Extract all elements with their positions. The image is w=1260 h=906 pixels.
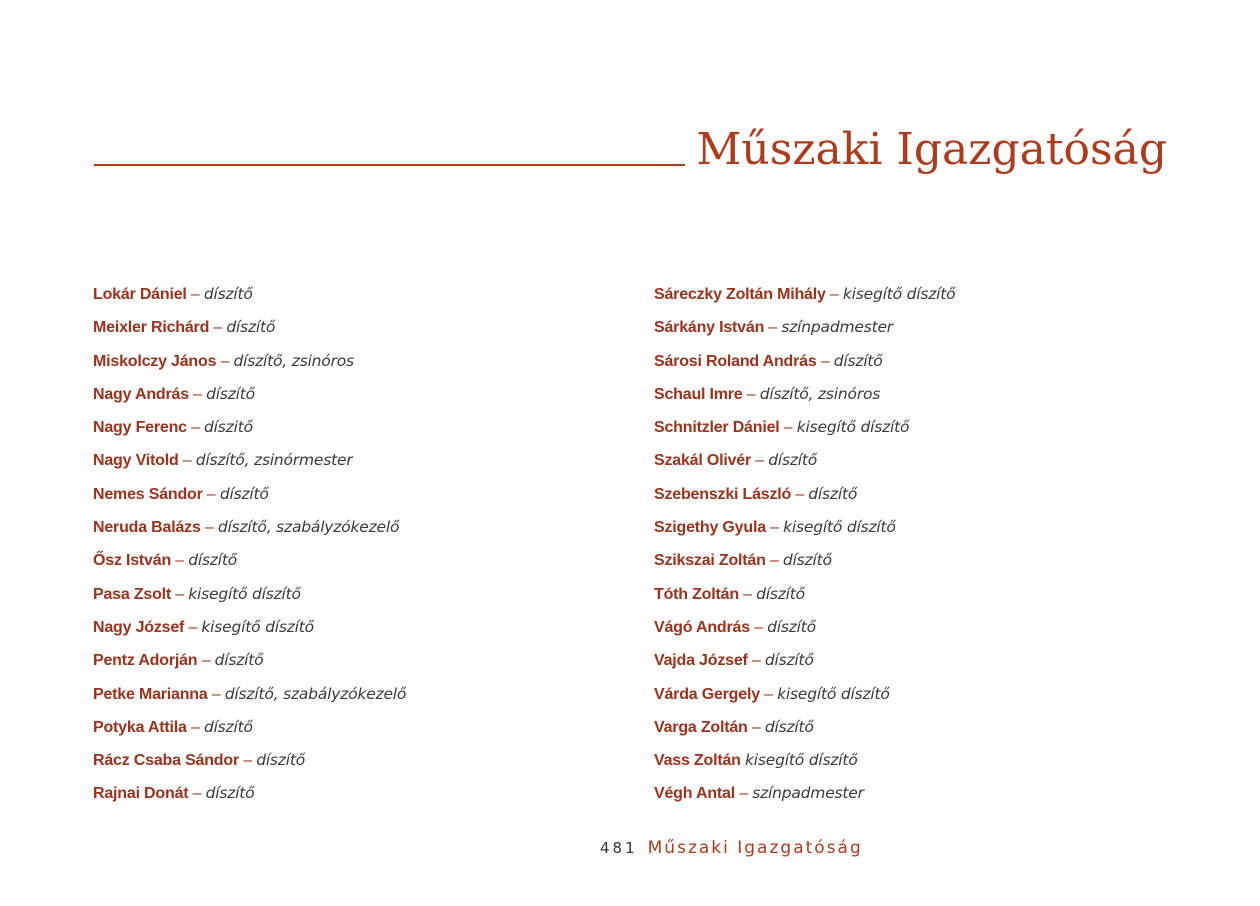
separator: – xyxy=(213,319,223,337)
separator: – xyxy=(795,485,805,503)
list-item xyxy=(93,380,406,413)
staff-role: kisegítő díszítő xyxy=(744,751,858,770)
separator: – xyxy=(755,452,764,470)
staff-name: Sárosi Roland András xyxy=(654,352,817,370)
page-footer xyxy=(600,836,863,860)
staff-role: díszítő xyxy=(256,751,306,770)
staff-name: Sáreczky Zoltán Mihály xyxy=(654,286,826,303)
staff-name: Rácz Csaba Sándor xyxy=(93,752,239,770)
separator: – xyxy=(175,552,184,570)
staff-role: díszítő xyxy=(203,285,253,303)
separator: – xyxy=(739,785,748,803)
separator: – xyxy=(769,552,779,570)
separator: – xyxy=(192,785,202,803)
list-item xyxy=(654,546,955,579)
list-item xyxy=(93,513,406,546)
staff-role: díszítő xyxy=(767,617,816,636)
list-item xyxy=(654,380,955,413)
staff-name: Ősz István xyxy=(93,552,172,570)
staff-role: díszítő xyxy=(764,717,814,736)
separator: – xyxy=(743,585,752,603)
staff-name: Sárkány István xyxy=(654,319,765,337)
separator: – xyxy=(191,419,200,437)
footer-title: Műszaki Igazgatóság xyxy=(647,838,863,858)
staff-name: Vágó András xyxy=(654,618,750,636)
staff-role: díszítő xyxy=(226,318,276,337)
staff-role: díszítő xyxy=(188,551,238,570)
separator: – xyxy=(206,485,216,503)
staff-role: színpadmester xyxy=(752,784,864,803)
list-item xyxy=(93,779,406,812)
staff-name: Miskolczy János xyxy=(93,352,217,370)
staff-name: Schaul Imre xyxy=(654,385,743,403)
staff-name: Várda Gergely xyxy=(654,685,760,703)
list-item xyxy=(93,613,406,646)
staff-name: Szigethy Gyula xyxy=(654,519,766,537)
staff-name: Varga Zoltán xyxy=(654,718,748,736)
staff-role: díszítő xyxy=(764,651,814,670)
list-item xyxy=(93,580,406,613)
separator: – xyxy=(751,718,761,736)
list-item xyxy=(93,713,406,746)
list-item xyxy=(654,713,955,746)
staff-name: Nagy Vitold xyxy=(93,452,179,470)
list-item xyxy=(654,580,955,613)
separator: – xyxy=(820,352,830,370)
staff-list-right xyxy=(654,280,955,813)
staff-name: Schnitzler Dániel xyxy=(654,419,780,437)
staff-name: Potyka Attila xyxy=(93,718,187,736)
separator: – xyxy=(754,618,763,636)
staff-name: Vajda József xyxy=(654,652,748,670)
staff-role: díszítő, szabályzókezelő xyxy=(217,518,400,537)
separator: – xyxy=(746,385,756,403)
staff-role: díszítő, zsinóros xyxy=(759,384,881,403)
staff-role: kisegítő díszítő xyxy=(201,617,314,636)
staff-role: díszítő xyxy=(768,451,818,470)
separator: – xyxy=(751,652,761,670)
staff-name: Nagy András xyxy=(93,385,189,403)
staff-name: Nagy Ferenc xyxy=(93,419,187,437)
separator: – xyxy=(201,652,211,670)
separator: – xyxy=(220,352,230,370)
staff-role: díszítő xyxy=(756,584,805,603)
list-item xyxy=(93,280,406,313)
separator: – xyxy=(193,385,202,403)
staff-name: Petke Marianna xyxy=(93,685,208,703)
staff-name: Pasa Zsolt xyxy=(93,585,172,603)
list-item xyxy=(93,646,406,679)
list-item xyxy=(93,480,406,513)
staff-role: kisegítő díszítő xyxy=(783,518,896,537)
separator: – xyxy=(829,286,839,303)
staff-role: díszítő xyxy=(833,351,883,370)
staff-list-left xyxy=(93,280,406,813)
staff-role: díszítő xyxy=(808,484,858,503)
separator: – xyxy=(211,685,221,703)
separator: – xyxy=(783,419,793,437)
staff-role: színpadmester xyxy=(781,318,893,337)
staff-name: Tóth Zoltán xyxy=(654,585,739,603)
staff-name: Nemes Sándor xyxy=(93,485,203,503)
separator: – xyxy=(182,452,192,470)
staff-name: Neruda Balázs xyxy=(93,519,201,537)
list-item xyxy=(93,446,406,479)
separator: – xyxy=(190,286,200,303)
list-item xyxy=(654,646,955,679)
list-item xyxy=(654,413,955,446)
separator: – xyxy=(190,718,200,736)
separator: – xyxy=(764,685,773,703)
staff-name: Rajnai Donát xyxy=(93,785,189,803)
staff-role: díszitő xyxy=(204,418,253,437)
staff-role: díszítő xyxy=(205,784,255,803)
separator: – xyxy=(770,519,779,537)
staff-role: kisegítő díszítő xyxy=(777,684,890,703)
staff-name: Szebenszki László xyxy=(654,485,792,503)
list-item xyxy=(654,746,955,779)
staff-name: Nagy József xyxy=(93,618,185,636)
list-item xyxy=(93,680,406,713)
staff-role: díszítő xyxy=(214,651,264,670)
page-title: Műszaki Igazgatóság xyxy=(696,124,1167,175)
staff-role: kisegítő díszítő xyxy=(796,418,910,437)
list-item xyxy=(93,746,406,779)
list-item xyxy=(654,480,955,513)
staff-role: kisegítő díszítő xyxy=(188,584,301,603)
staff-role: díszítő xyxy=(203,717,253,736)
staff-role: díszítő xyxy=(219,484,269,503)
staff-name: Meixler Richárd xyxy=(93,319,210,337)
list-item xyxy=(654,779,955,812)
list-item xyxy=(93,413,406,446)
separator: – xyxy=(768,319,778,337)
staff-name: Végh Antal xyxy=(654,785,735,803)
list-item xyxy=(654,446,955,479)
list-item xyxy=(93,313,406,346)
list-item xyxy=(654,313,955,346)
staff-name: Lokár Dániel xyxy=(93,286,187,303)
staff-role: díszítő, zsinóros xyxy=(233,351,354,370)
staff-role: kisegítő díszítő xyxy=(842,285,956,303)
staff-name: Szakál Olivér xyxy=(654,452,752,470)
list-item xyxy=(654,680,955,713)
separator: – xyxy=(188,618,198,636)
staff-role: díszítő xyxy=(782,551,832,570)
list-item xyxy=(654,513,955,546)
staff-name: Pentz Adorján xyxy=(93,652,198,670)
separator: – xyxy=(204,519,214,537)
staff-name: Szikszai Zoltán xyxy=(654,552,766,570)
staff-role: díszítő, zsinórmester xyxy=(195,451,353,470)
separator: – xyxy=(175,585,184,603)
staff-role: díszítő xyxy=(206,384,255,403)
separator: – xyxy=(243,752,252,770)
staff-role: díszítő, szabályzókezelő xyxy=(224,684,407,703)
list-item xyxy=(654,613,955,646)
list-item xyxy=(93,546,406,579)
list-item xyxy=(654,347,955,380)
list-item xyxy=(654,280,955,313)
title-rule xyxy=(94,164,685,166)
list-item xyxy=(93,347,406,380)
page-number: 481 xyxy=(600,839,638,857)
staff-name: Vass Zoltán xyxy=(654,752,741,770)
